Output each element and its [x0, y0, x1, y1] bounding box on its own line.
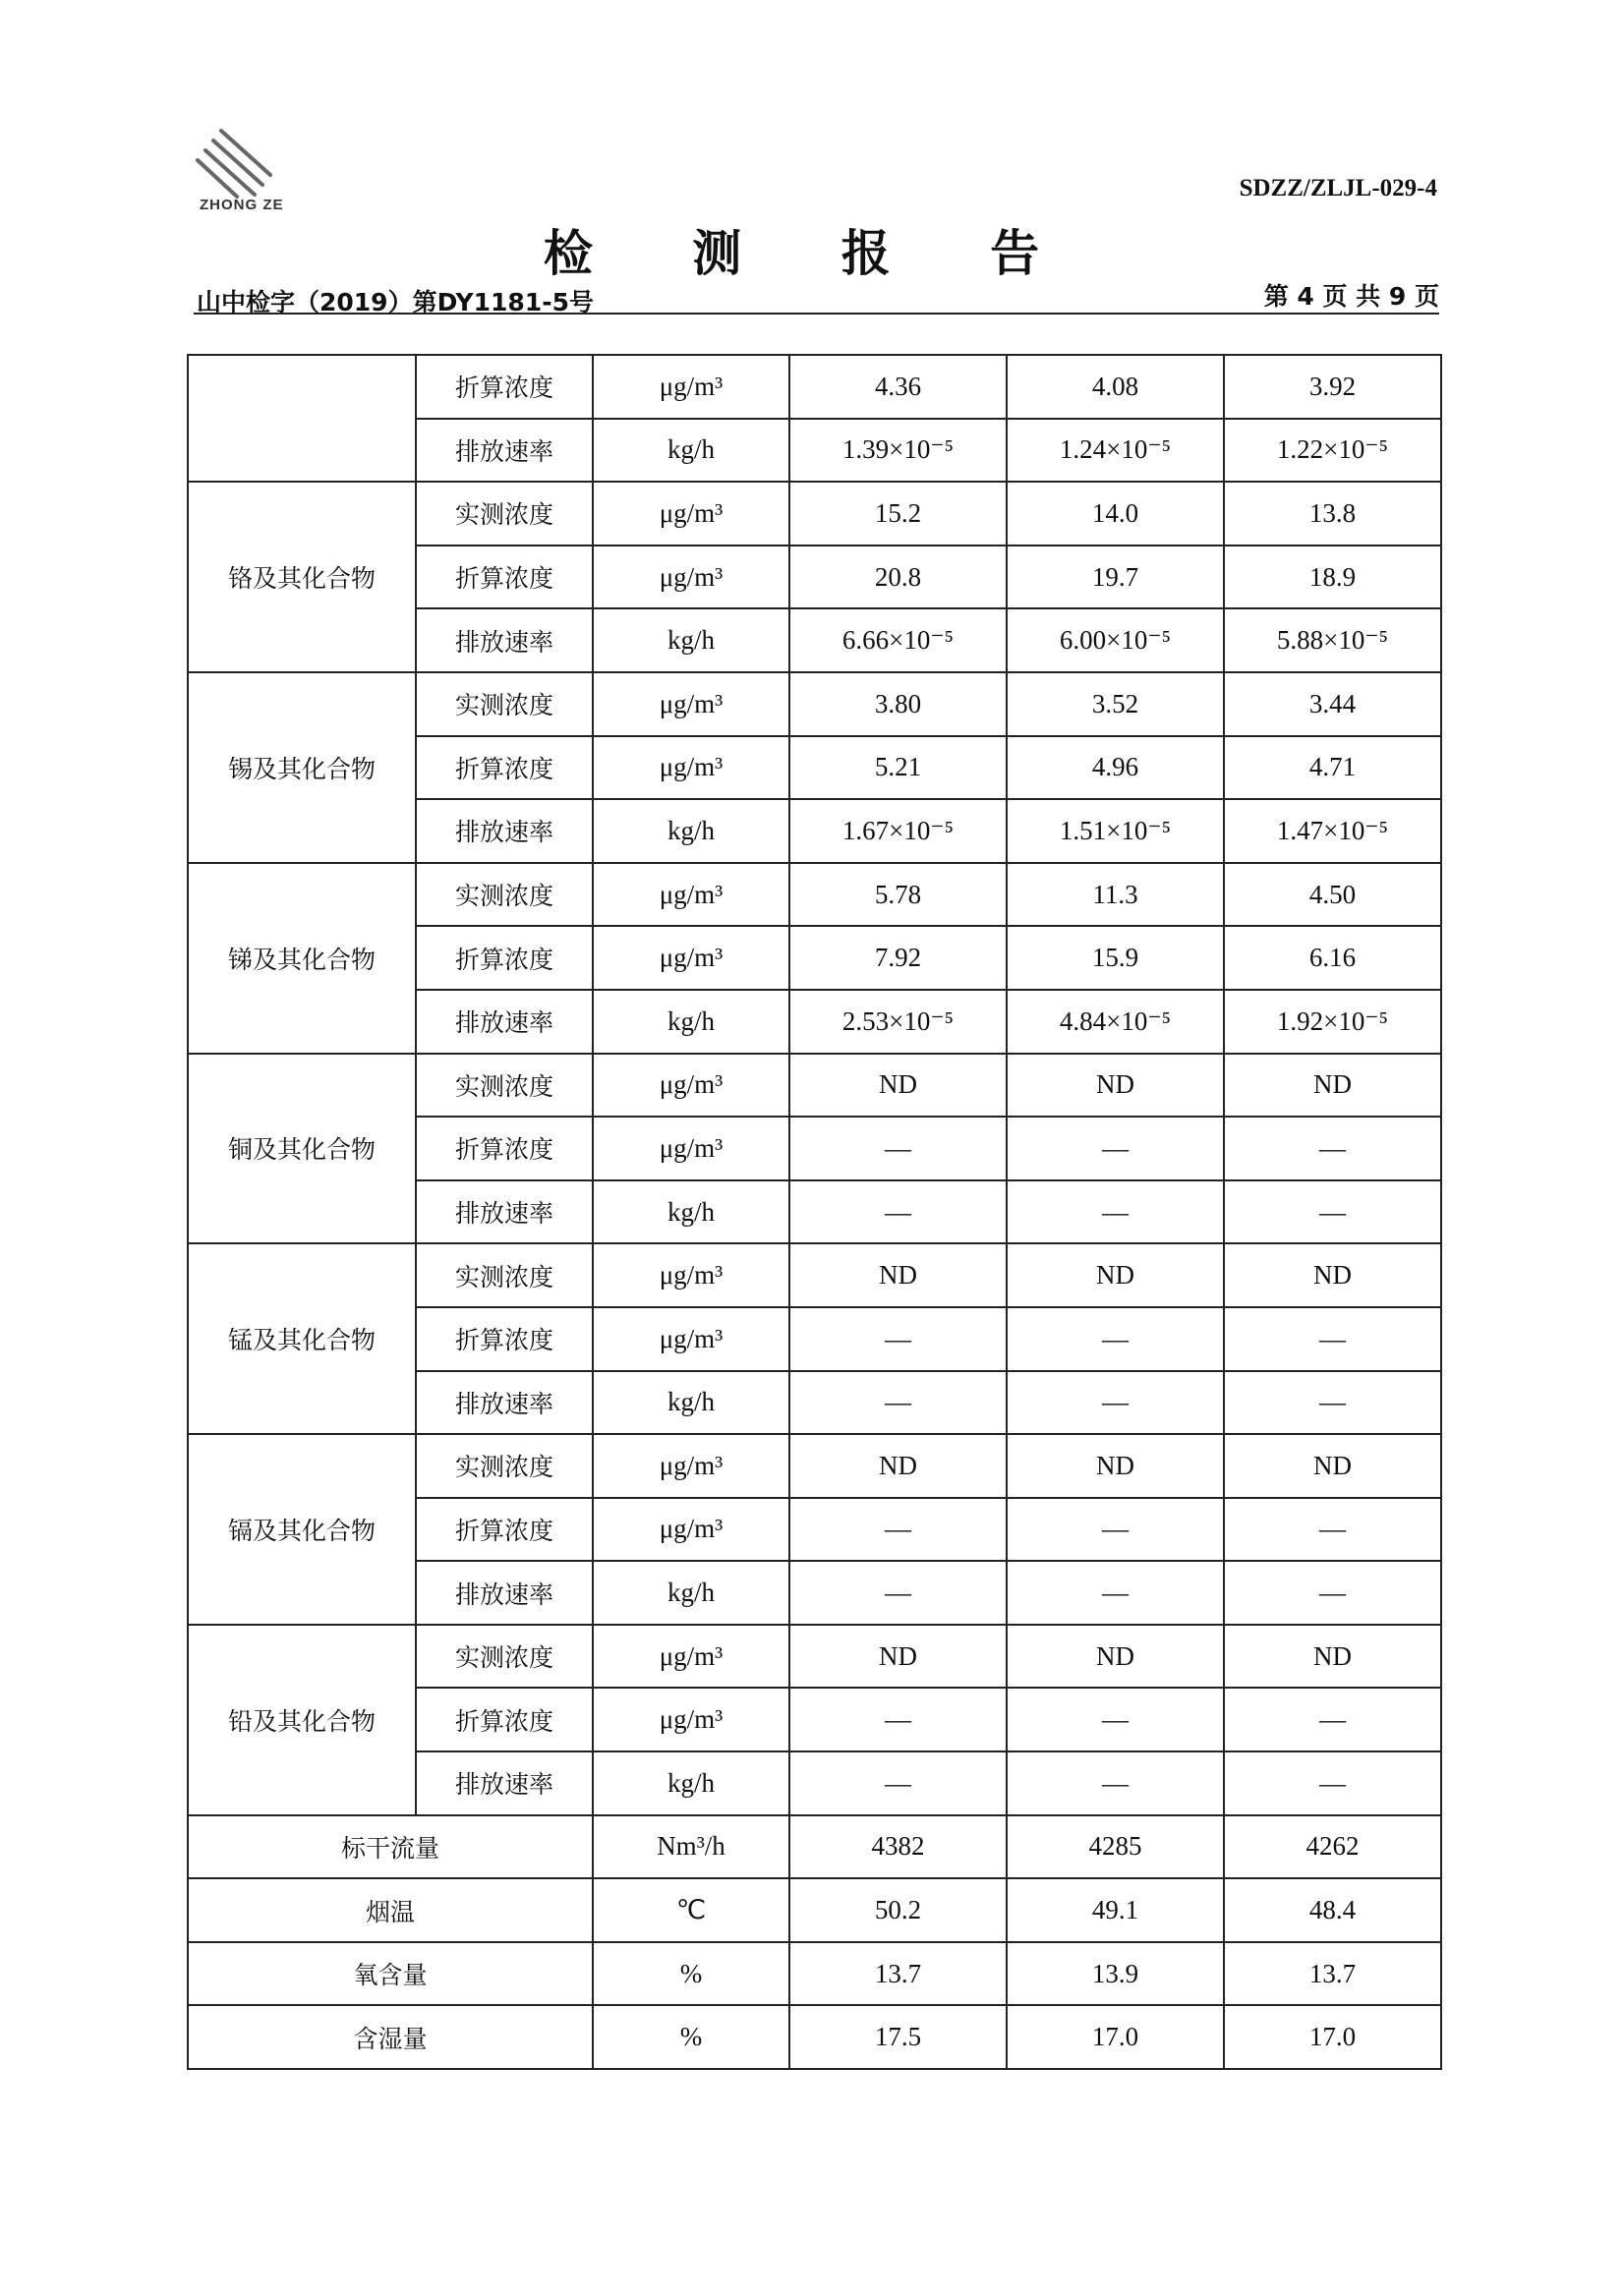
table-row: [188, 1434, 1441, 1498]
parameter-cell: 排放速率: [416, 1371, 593, 1435]
value-cell: 4262: [1224, 1815, 1441, 1879]
value-cell: —: [789, 1751, 1007, 1815]
unit-cell: μg/m³: [593, 1688, 789, 1751]
value-cell: 13.7: [789, 1942, 1007, 2006]
value-cell: 3.80: [789, 672, 1007, 736]
unit-cell: μg/m³: [593, 482, 789, 545]
value-cell: 17.0: [1224, 2005, 1441, 2069]
unit-cell: kg/h: [593, 1561, 789, 1625]
value-cell: 1.24×10⁻⁵: [1007, 419, 1224, 483]
value-cell: —: [789, 1371, 1007, 1435]
parameter-cell: 折算浓度: [416, 355, 593, 419]
value-cell: —: [1224, 1117, 1441, 1180]
parameter-cell: 实测浓度: [416, 1434, 593, 1498]
value-cell: —: [1007, 1688, 1224, 1751]
unit-cell: %: [593, 2005, 789, 2069]
value-cell: 20.8: [789, 545, 1007, 609]
table-row: [188, 1243, 1441, 1307]
value-cell: 13.7: [1224, 1942, 1441, 2006]
unit-cell: μg/m³: [593, 355, 789, 419]
unit-cell: μg/m³: [593, 736, 789, 800]
parameter-cell: 实测浓度: [416, 482, 593, 545]
value-cell: 11.3: [1007, 863, 1224, 927]
parameter-cell: 实测浓度: [416, 1243, 593, 1307]
unit-cell: μg/m³: [593, 672, 789, 736]
unit-cell: kg/h: [593, 1751, 789, 1815]
table-row: [188, 1942, 1441, 2006]
group-name-cell: 镉及其化合物: [188, 1434, 416, 1625]
parameter-cell: 折算浓度: [416, 736, 593, 800]
value-cell: —: [789, 1688, 1007, 1751]
group-name-cell: 锑及其化合物: [188, 863, 416, 1054]
group-name-cell: 锡及其化合物: [188, 672, 416, 863]
value-cell: 3.92: [1224, 355, 1441, 419]
value-cell: 13.8: [1224, 482, 1441, 545]
unit-cell: μg/m³: [593, 1498, 789, 1562]
unit-cell: ℃: [593, 1878, 789, 1942]
unit-cell: %: [593, 1942, 789, 2006]
value-cell: ND: [1224, 1434, 1441, 1498]
value-cell: 1.22×10⁻⁵: [1224, 419, 1441, 483]
header-divider: [194, 313, 1439, 315]
parameter-cell: 排放速率: [416, 419, 593, 483]
parameter-cell: 排放速率: [416, 1180, 593, 1244]
value-cell: 50.2: [789, 1878, 1007, 1942]
group-name-cell: 铅及其化合物: [188, 1625, 416, 1815]
summary-label-cell: 标干流量: [188, 1815, 593, 1879]
unit-cell: kg/h: [593, 608, 789, 672]
value-cell: ND: [1007, 1243, 1224, 1307]
value-cell: —: [1224, 1751, 1441, 1815]
value-cell: ND: [1224, 1054, 1441, 1118]
parameter-cell: 排放速率: [416, 990, 593, 1054]
report-number: 山中检字（2019）第DY1181-5号: [197, 288, 594, 316]
value-cell: 17.0: [1007, 2005, 1224, 2069]
unit-cell: Nm³/h: [593, 1815, 789, 1879]
value-cell: —: [1224, 1307, 1441, 1371]
value-cell: 18.9: [1224, 545, 1441, 609]
value-cell: 5.88×10⁻⁵: [1224, 608, 1441, 672]
value-cell: ND: [1007, 1434, 1224, 1498]
value-cell: 6.00×10⁻⁵: [1007, 608, 1224, 672]
unit-cell: kg/h: [593, 1371, 789, 1435]
document-code: SDZZ/ZLJL-029-4: [1239, 175, 1437, 201]
value-cell: —: [1224, 1561, 1441, 1625]
value-cell: ND: [789, 1243, 1007, 1307]
table-row: [188, 2005, 1441, 2069]
value-cell: ND: [1007, 1054, 1224, 1118]
value-cell: —: [1007, 1117, 1224, 1180]
value-cell: 1.67×10⁻⁵: [789, 799, 1007, 863]
group-name-cell: 铬及其化合物: [188, 482, 416, 672]
unit-cell: μg/m³: [593, 1625, 789, 1689]
value-cell: 1.51×10⁻⁵: [1007, 799, 1224, 863]
unit-cell: μg/m³: [593, 1054, 789, 1118]
value-cell: 48.4: [1224, 1878, 1441, 1942]
parameter-cell: 排放速率: [416, 1561, 593, 1625]
value-cell: 1.39×10⁻⁵: [789, 419, 1007, 483]
parameter-cell: 折算浓度: [416, 1307, 593, 1371]
value-cell: 3.52: [1007, 672, 1224, 736]
group-name-cell: 锰及其化合物: [188, 1243, 416, 1434]
value-cell: 4.84×10⁻⁵: [1007, 990, 1224, 1054]
unit-cell: μg/m³: [593, 1243, 789, 1307]
value-cell: 4382: [789, 1815, 1007, 1879]
table-row: [188, 1815, 1441, 1879]
value-cell: ND: [789, 1434, 1007, 1498]
value-cell: —: [789, 1180, 1007, 1244]
table-row: [188, 355, 1441, 419]
value-cell: —: [789, 1498, 1007, 1562]
parameter-cell: 折算浓度: [416, 1117, 593, 1180]
value-cell: 17.5: [789, 2005, 1007, 2069]
parameter-cell: 排放速率: [416, 1751, 593, 1815]
value-cell: 1.47×10⁻⁵: [1224, 799, 1441, 863]
value-cell: 5.21: [789, 736, 1007, 800]
parameter-cell: 折算浓度: [416, 545, 593, 609]
value-cell: 5.78: [789, 863, 1007, 927]
table-row: [188, 1625, 1441, 1689]
parameter-cell: 实测浓度: [416, 1625, 593, 1689]
parameter-cell: 折算浓度: [416, 926, 593, 990]
value-cell: 4.71: [1224, 736, 1441, 800]
unit-cell: kg/h: [593, 799, 789, 863]
value-cell: 4.50: [1224, 863, 1441, 927]
value-cell: ND: [1224, 1625, 1441, 1689]
table-row: [188, 1054, 1441, 1118]
parameter-cell: 排放速率: [416, 608, 593, 672]
value-cell: —: [789, 1307, 1007, 1371]
value-cell: 3.44: [1224, 672, 1441, 736]
parameter-cell: 实测浓度: [416, 1054, 593, 1118]
value-cell: 2.53×10⁻⁵: [789, 990, 1007, 1054]
value-cell: 15.9: [1007, 926, 1224, 990]
unit-cell: μg/m³: [593, 926, 789, 990]
logo-text: ZHONG ZE: [200, 197, 284, 213]
unit-cell: μg/m³: [593, 545, 789, 609]
parameter-cell: 折算浓度: [416, 1688, 593, 1751]
value-cell: 14.0: [1007, 482, 1224, 545]
group-name-cell: 铜及其化合物: [188, 1054, 416, 1244]
table-row: [188, 482, 1441, 545]
value-cell: —: [789, 1561, 1007, 1625]
unit-cell: μg/m³: [593, 1117, 789, 1180]
parameter-cell: 排放速率: [416, 799, 593, 863]
value-cell: —: [1224, 1688, 1441, 1751]
results-table-body: [188, 355, 1441, 2069]
unit-cell: μg/m³: [593, 1434, 789, 1498]
value-cell: —: [1007, 1371, 1224, 1435]
table-row: [188, 863, 1441, 927]
value-cell: 19.7: [1007, 545, 1224, 609]
group-name-cell: [188, 355, 416, 482]
value-cell: 6.66×10⁻⁵: [789, 608, 1007, 672]
value-cell: —: [1007, 1180, 1224, 1244]
value-cell: 4.96: [1007, 736, 1224, 800]
value-cell: —: [1007, 1751, 1224, 1815]
value-cell: ND: [1007, 1625, 1224, 1689]
unit-cell: kg/h: [593, 1180, 789, 1244]
value-cell: 13.9: [1007, 1942, 1224, 2006]
value-cell: —: [789, 1117, 1007, 1180]
value-cell: 49.1: [1007, 1878, 1224, 1942]
parameter-cell: 实测浓度: [416, 672, 593, 736]
value-cell: —: [1224, 1498, 1441, 1562]
unit-cell: kg/h: [593, 419, 789, 483]
page-number: 第 4 页 共 9 页: [1263, 282, 1439, 311]
value-cell: ND: [789, 1054, 1007, 1118]
summary-label-cell: 氧含量: [188, 1942, 593, 2006]
value-cell: 7.92: [789, 926, 1007, 990]
value-cell: 4285: [1007, 1815, 1224, 1879]
page-title: 检 测 报 告: [543, 225, 1081, 282]
value-cell: 6.16: [1224, 926, 1441, 990]
value-cell: —: [1224, 1180, 1441, 1244]
unit-cell: μg/m³: [593, 1307, 789, 1371]
value-cell: 4.08: [1007, 355, 1224, 419]
summary-label-cell: 烟温: [188, 1878, 593, 1942]
table-row: [188, 672, 1441, 736]
value-cell: ND: [789, 1625, 1007, 1689]
value-cell: 1.92×10⁻⁵: [1224, 990, 1441, 1054]
parameter-cell: 实测浓度: [416, 863, 593, 927]
value-cell: —: [1007, 1307, 1224, 1371]
results-table: [187, 354, 1442, 2070]
parameter-cell: 折算浓度: [416, 1498, 593, 1562]
summary-label-cell: 含湿量: [188, 2005, 593, 2069]
value-cell: —: [1224, 1371, 1441, 1435]
value-cell: —: [1007, 1561, 1224, 1625]
value-cell: —: [1007, 1498, 1224, 1562]
table-row: [188, 1878, 1441, 1942]
unit-cell: kg/h: [593, 990, 789, 1054]
value-cell: ND: [1224, 1243, 1441, 1307]
unit-cell: μg/m³: [593, 863, 789, 927]
value-cell: 4.36: [789, 355, 1007, 419]
value-cell: 15.2: [789, 482, 1007, 545]
